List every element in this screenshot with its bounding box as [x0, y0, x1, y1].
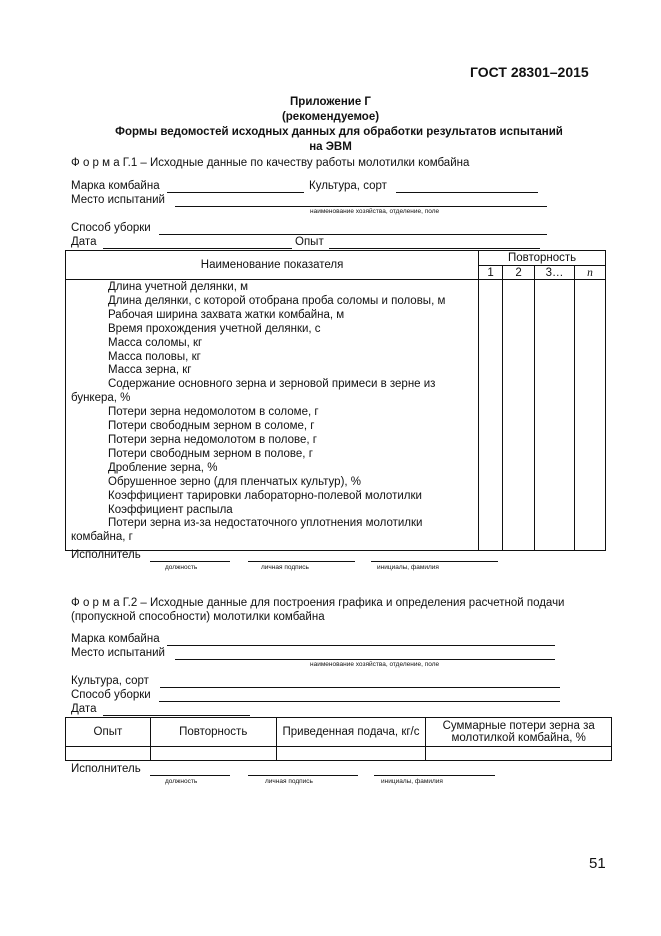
- form2-crop-label: Культура, сорт: [71, 675, 149, 687]
- feed-header: Приведенная подача, кг/с: [276, 718, 426, 747]
- trial-cell[interactable]: [66, 747, 151, 761]
- form2-date-label: Дата: [71, 703, 97, 715]
- form2-name-field[interactable]: [374, 775, 495, 776]
- form2-signature-field[interactable]: [248, 775, 358, 776]
- form2-position-field[interactable]: [150, 775, 230, 776]
- table-row: Длина делянки, с которой отобрана проба соломы и половы, м: [108, 294, 446, 307]
- page-number: 51: [589, 855, 606, 872]
- form1-signature-field[interactable]: [248, 561, 355, 562]
- form2-title: Ф о р м а Г.2 – Исходные данные для построения графика и определения расчетной подачи: [71, 597, 565, 609]
- repeat-header: Повторность: [150, 718, 276, 747]
- standard-number: ГОСТ 28301–2015: [470, 64, 589, 80]
- table-row: Коэффициент тарировки лабораторно-полевой молотилки: [108, 489, 422, 502]
- repeat-cell-2[interactable]: [503, 280, 535, 551]
- form2-brand-field[interactable]: [167, 645, 555, 646]
- form1-date-label: Дата: [71, 236, 97, 248]
- appendix-heading-line2: на ЭВМ: [309, 141, 352, 153]
- losses-header: Суммарные потери зерна за молотилкой комбайна, %: [426, 718, 612, 747]
- form1-method-field[interactable]: [159, 234, 547, 235]
- table-row: Потери зерна недомолотом в соломе, г: [108, 406, 319, 419]
- form1-crop-field[interactable]: [396, 192, 538, 193]
- form2-executor-label: Исполнитель: [71, 763, 141, 775]
- table-row: Обрушенное зерно (для пленчатых культур), %: [108, 475, 362, 488]
- form2-table: [65, 717, 612, 761]
- table-row: Потери зерна недомолотом в полове, г: [108, 433, 317, 446]
- repeat-cell-n[interactable]: [575, 280, 606, 551]
- form1-executor-label: Исполнитель: [71, 549, 141, 561]
- form1-place-label: Место испытаний: [71, 194, 165, 206]
- table-row: Потери зерна из-за недостаточного уплотнения молотилки: [108, 517, 423, 530]
- table-row: Время прохождения учетной делянки, с: [108, 322, 321, 335]
- form2-method-label: Способ уборки: [71, 689, 151, 701]
- appendix-heading: Формы ведомостей исходных данных для обработки результатов испытаний: [115, 126, 563, 138]
- form1-date-field[interactable]: [103, 248, 292, 249]
- appendix-subtitle: (рекомендуемое): [281, 111, 380, 123]
- table-row: Содержание основного зерна и зерновой примеси в зерне из: [108, 378, 436, 391]
- repeat-cell[interactable]: [150, 747, 276, 761]
- table-row: Масса половы, кг: [108, 350, 201, 363]
- form1-place-field[interactable]: [175, 206, 547, 207]
- table-row: Дробление зерна, %: [108, 461, 218, 474]
- form1-name-field[interactable]: [371, 561, 498, 562]
- form1-brand-field[interactable]: [167, 192, 304, 193]
- form1-crop-label: Культура, сорт: [309, 180, 387, 192]
- repeat-col-2: 2: [503, 266, 535, 280]
- table-row: Потери свободным зерном в соломе, г: [108, 420, 315, 433]
- table-row: Рабочая ширина захвата жатки комбайна, м: [108, 308, 345, 321]
- form2-signature-caption: личная подпись: [265, 778, 313, 785]
- form2-place-caption: наименование хозяйства, отделение, поле: [310, 661, 440, 668]
- form1-place-caption: наименование хозяйства, отделение, поле: [310, 208, 440, 215]
- feed-cell[interactable]: [276, 747, 426, 761]
- repeat-col-n: n: [575, 266, 606, 280]
- form1-signature-caption: личная подпись: [261, 564, 309, 571]
- repeat-header: Повторность: [479, 251, 606, 266]
- table-row-continuation: комбайна, г: [71, 531, 133, 544]
- appendix-title: Приложение Г: [290, 96, 371, 108]
- form2-place-field[interactable]: [175, 659, 555, 660]
- repeat-col-3: 3…: [535, 266, 575, 280]
- trial-header: Опыт: [66, 718, 151, 747]
- repeat-col-1: 1: [479, 266, 503, 280]
- form2-place-label: Место испытаний: [71, 647, 165, 659]
- table-row-continuation: бункера, %: [71, 392, 131, 405]
- form2-method-field[interactable]: [159, 701, 560, 702]
- form2-title-line2: (пропускной способности) молотилки комбайна: [71, 611, 325, 623]
- form2-date-field[interactable]: [103, 715, 250, 716]
- name-header: Наименование показателя: [66, 251, 479, 280]
- repeat-cell-1[interactable]: [479, 280, 503, 551]
- form1-method-label: Способ уборки: [71, 222, 151, 234]
- form1-name-caption: инициалы, фамилия: [377, 564, 439, 571]
- indicator-list: [66, 280, 479, 551]
- form2-position-caption: должность: [165, 778, 198, 785]
- form1-title: Ф о р м а Г.1 – Исходные данные по качеству работы молотилки комбайна: [71, 157, 470, 169]
- table-row: Масса соломы, кг: [108, 336, 203, 349]
- table-row: Масса зерна, кг: [108, 364, 192, 377]
- form1-brand-label: Марка комбайна: [71, 180, 160, 192]
- form1-table: [65, 250, 606, 551]
- repeat-cell-3[interactable]: [535, 280, 575, 551]
- form1-trial-label: Опыт: [295, 236, 324, 248]
- form2-name-caption: инициалы, фамилия: [381, 778, 443, 785]
- form1-position-field[interactable]: [150, 561, 230, 562]
- form2-crop-field[interactable]: [160, 687, 560, 688]
- table-row: Потери свободным зерном в полове, г: [108, 447, 313, 460]
- table-row: Длина учетной делянки, м: [108, 281, 249, 293]
- form2-brand-label: Марка комбайна: [71, 633, 160, 645]
- form1-position-caption: должность: [165, 564, 198, 571]
- table-row: Коэффициент распыла: [108, 503, 233, 516]
- form1-trial-field[interactable]: [329, 248, 540, 249]
- losses-cell[interactable]: [426, 747, 612, 761]
